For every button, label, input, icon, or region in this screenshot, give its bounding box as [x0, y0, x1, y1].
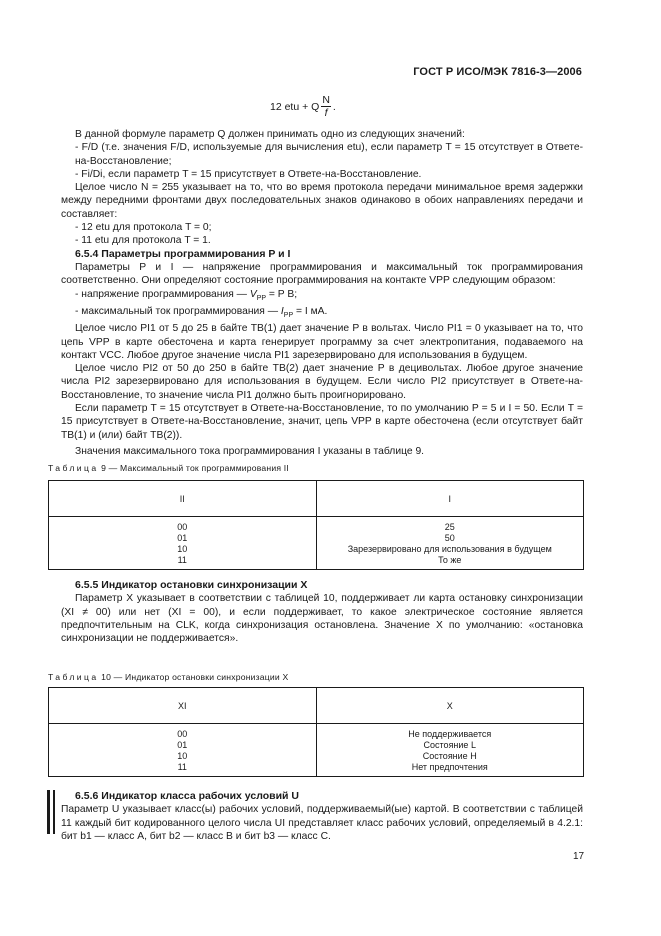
running-header: ГОСТ Р ИСО/МЭК 7816-3—2006 — [413, 66, 582, 78]
table-row — [49, 724, 584, 777]
table-10-caption: Таблица 10 — Индикатор остановки синхронизации X — [48, 672, 289, 682]
list-item: - 12 etu для протокола T = 0; — [75, 222, 212, 234]
table-header: X — [316, 688, 584, 724]
table-row — [49, 517, 584, 570]
change-bar — [47, 790, 50, 834]
table-cell: 00 01 10 11 — [49, 724, 317, 777]
formula-fraction — [321, 94, 331, 119]
table-header: I — [316, 481, 584, 517]
paragraph: Параметр U указывает класс(ы) рабочих условий, поддерживаемый(ые) картой. В соответствии с таблицей 11 каждый бит кодированного целого числа UI представляет класс рабочих условий, определяемый в 4.2.1: бит b1 — класс A, бит b2 — класс B и бит b3 — класс C. — [61, 804, 583, 842]
list-item: - F/D (т.е. значения F/D, используемые для вычисления etu), если параметр T = 15 отсутствует в Ответе-на-Восстановление; — [75, 142, 583, 167]
formula — [270, 94, 336, 119]
section-heading-6-5-6: 6.5.6 Индикатор класса рабочих условий U — [75, 790, 300, 802]
formula-denominator: f — [324, 107, 328, 119]
body-text-top — [61, 128, 583, 458]
list-item: - напряжение программирования — $V_{PP} = P$ В; — [75, 288, 298, 302]
paragraph: Если параметр T = 15 отсутствует в Ответе-на-Восстановление, то по умолчанию P = 5 и I = 50. Если T = 15 присутствует в Ответе-на-Восстановление, значит, цепь VPP в карте обесточена (если отсутствует байт TB(1) и (или) байт TB(2)). — [61, 403, 583, 441]
table-header: II — [49, 481, 317, 517]
section-6-5-6 — [61, 790, 583, 843]
table-cell: 00 01 10 11 — [49, 517, 317, 570]
paragraph: Параметр X указывает в соответствии с таблицей 10, поддерживает ли карта остановку синхронизации (XI ≠ 00) или нет (XI = 00), и если поддерживает, то какое электрическое состояние является предпочтительным на CLK, когда синхронизация остановлена. Значение X по умолчанию: «остановка синхронизации не поддерживается». — [61, 593, 583, 645]
paragraph: Целое число N = 255 указывает на то, что во время протокола передачи минимальное время задержки между передними фронтами двух последовательных знаков одинаково в обоих направлениях передачи и составляет: — [61, 182, 583, 220]
list-item: - максимальный ток программирования — $I_{PP} = I$ мА. — [75, 305, 328, 319]
paragraph: Значения максимального тока программирования I указаны в таблице 9. — [75, 445, 425, 457]
change-bar — [53, 790, 55, 834]
table-10 — [48, 687, 584, 777]
section-heading-6-5-5: 6.5.5 Индикатор остановки синхронизации X — [75, 579, 308, 591]
table-cell: 25 50 Зарезервировано для использования в будущем То же — [316, 517, 584, 570]
section-heading-6-5-4: 6.5.4 Параметры программирования P и I — [75, 247, 291, 260]
paragraph: Целое число PI1 от 5 до 25 в байте TB(1) дает значение P в вольтах. Число PI1 = 0 указывает на то, что цепь VPP в карте обесточена и карта генерирует программу за счет электропитания, подаваемого на контакт VCC. Любое другое значение числа PI1 зарезервировано для использования в будущем. — [61, 323, 583, 361]
list-item: - Fi/Di, если параметр T = 15 присутствует в Ответе-на-Восстановление. — [75, 168, 422, 180]
formula-suffix: . — [332, 100, 336, 113]
list-item: - 11 etu для протокола T = 1. — [75, 235, 211, 247]
table-9 — [48, 480, 584, 570]
table-header: XI — [49, 688, 317, 724]
paragraph: Целое число PI2 от 50 до 250 в байте TB(2) дает значение P в децивольтах. Любое другое значение числа PI2 зарезервировано для использования в будущем. Если число PI2 присутствует в Ответе-на-Восстановление, то значение числа PI1 должно быть проигнорировано. — [61, 363, 583, 401]
formula-numerator: N — [322, 94, 330, 106]
paragraph: В данной формуле параметр Q должен принимать одно из следующих значений: — [75, 129, 465, 140]
formula-prefix: 12 etu + Q — [270, 100, 320, 113]
paragraph: Параметры P и I — напряжение программирования и максимальный ток программирования соответственно. Они определяют состояние программирования на контакте VPP следующим образом: — [61, 261, 583, 287]
section-6-5-5 — [61, 579, 583, 645]
table-cell: Не поддерживается Состояние L Состояние H Нет предпочтения — [316, 724, 584, 777]
table-9-caption: Таблица 9 — Максимальный ток программирования II — [48, 463, 289, 473]
page-number: 17 — [573, 851, 585, 862]
